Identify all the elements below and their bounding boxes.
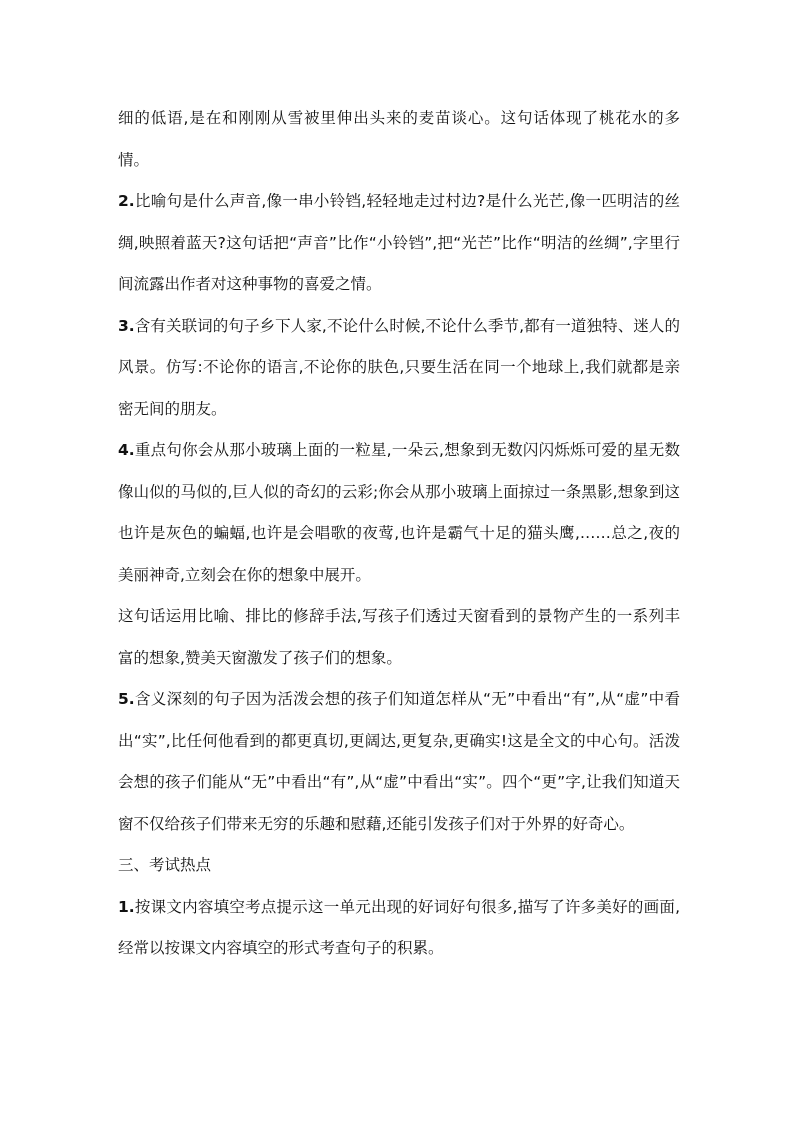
document-body xyxy=(118,98,680,970)
paragraph-text: 这句话运用比喻、排比的修辞手法,写孩子们透过天窗看到的景物产生的一系列丰富的想象,赞美天窗激发了孩子们的想象。 xyxy=(118,607,680,667)
paragraph-item-4 xyxy=(118,430,680,596)
item-number: 1. xyxy=(118,897,135,916)
item-number: 3. xyxy=(118,316,135,335)
paragraph-item-5 xyxy=(118,679,680,845)
item-number: 2. xyxy=(118,192,135,210)
paragraph-item-2 xyxy=(118,181,680,306)
paragraph-item-1 xyxy=(118,887,680,970)
item-number: 5. xyxy=(118,690,135,708)
section-heading xyxy=(118,845,680,887)
paragraph-text: 按课文内容填空考点提示这一单元出现的好词好句很多,描写了许多美好的画面,经常以按课文内容填空的形式考查句子的积累。 xyxy=(118,897,680,957)
paragraph-text: 重点句你会从那小玻璃上面的一粒星,一朵云,想象到无数闪闪烁烁可爱的星无数像山似的马似的,巨人似的奇幻的云彩;你会从那小玻璃上面掠过一条黑影,想象到这也许是灰色的蝙蝠,也许是会唱歌的夜莺,也许是霸气十足的猫头鹰,……总之,夜的美丽神奇,立刻会在你的想象中展开。 xyxy=(118,441,680,584)
paragraph-text: 细的低语,是在和刚刚从雪被里伸出头来的麦苗谈心。这句话体现了桃花水的多情。 xyxy=(118,109,680,169)
paragraph-continuation xyxy=(118,98,680,181)
paragraph-text: 比喻句是什么声音,像一串小铃铛,轻轻地走过村边?是什么光芒,像一匹明洁的丝绸,映照着蓝天?这句话把“声音”比作“小铃铛”,把“光芒”比作“明洁的丝绸”,字里行间流露出作者对这种事物的喜爱之情。 xyxy=(118,192,680,293)
paragraph-explanation xyxy=(118,596,680,679)
section-heading-text: 三、考试热点 xyxy=(118,856,212,874)
paragraph-text: 含有关联词的句子乡下人家,不论什么时候,不论什么季节,都有一道独特、迷人的风景。仿写:不论你的语言,不论你的肤色,只要生活在同一个地球上,我们就都是亲密无间的朋友。 xyxy=(118,316,680,418)
paragraph-item-3 xyxy=(118,306,680,431)
item-number: 4. xyxy=(118,441,135,459)
paragraph-text: 含义深刻的句子因为活泼会想的孩子们知道怎样从“无”中看出“有”,从“虚”中看出“实”,比任何他看到的都更真切,更阔达,更复杂,更确实!这是全文的中心句。活泼会想的孩子们能从“无”中看出“有”,从“虚”中看出“实”。四个“更”字,让我们知道天窗不仅给孩子们带来无穷的乐趣和慰藉,还能引发孩子们对于外界的好奇心。 xyxy=(118,690,680,833)
